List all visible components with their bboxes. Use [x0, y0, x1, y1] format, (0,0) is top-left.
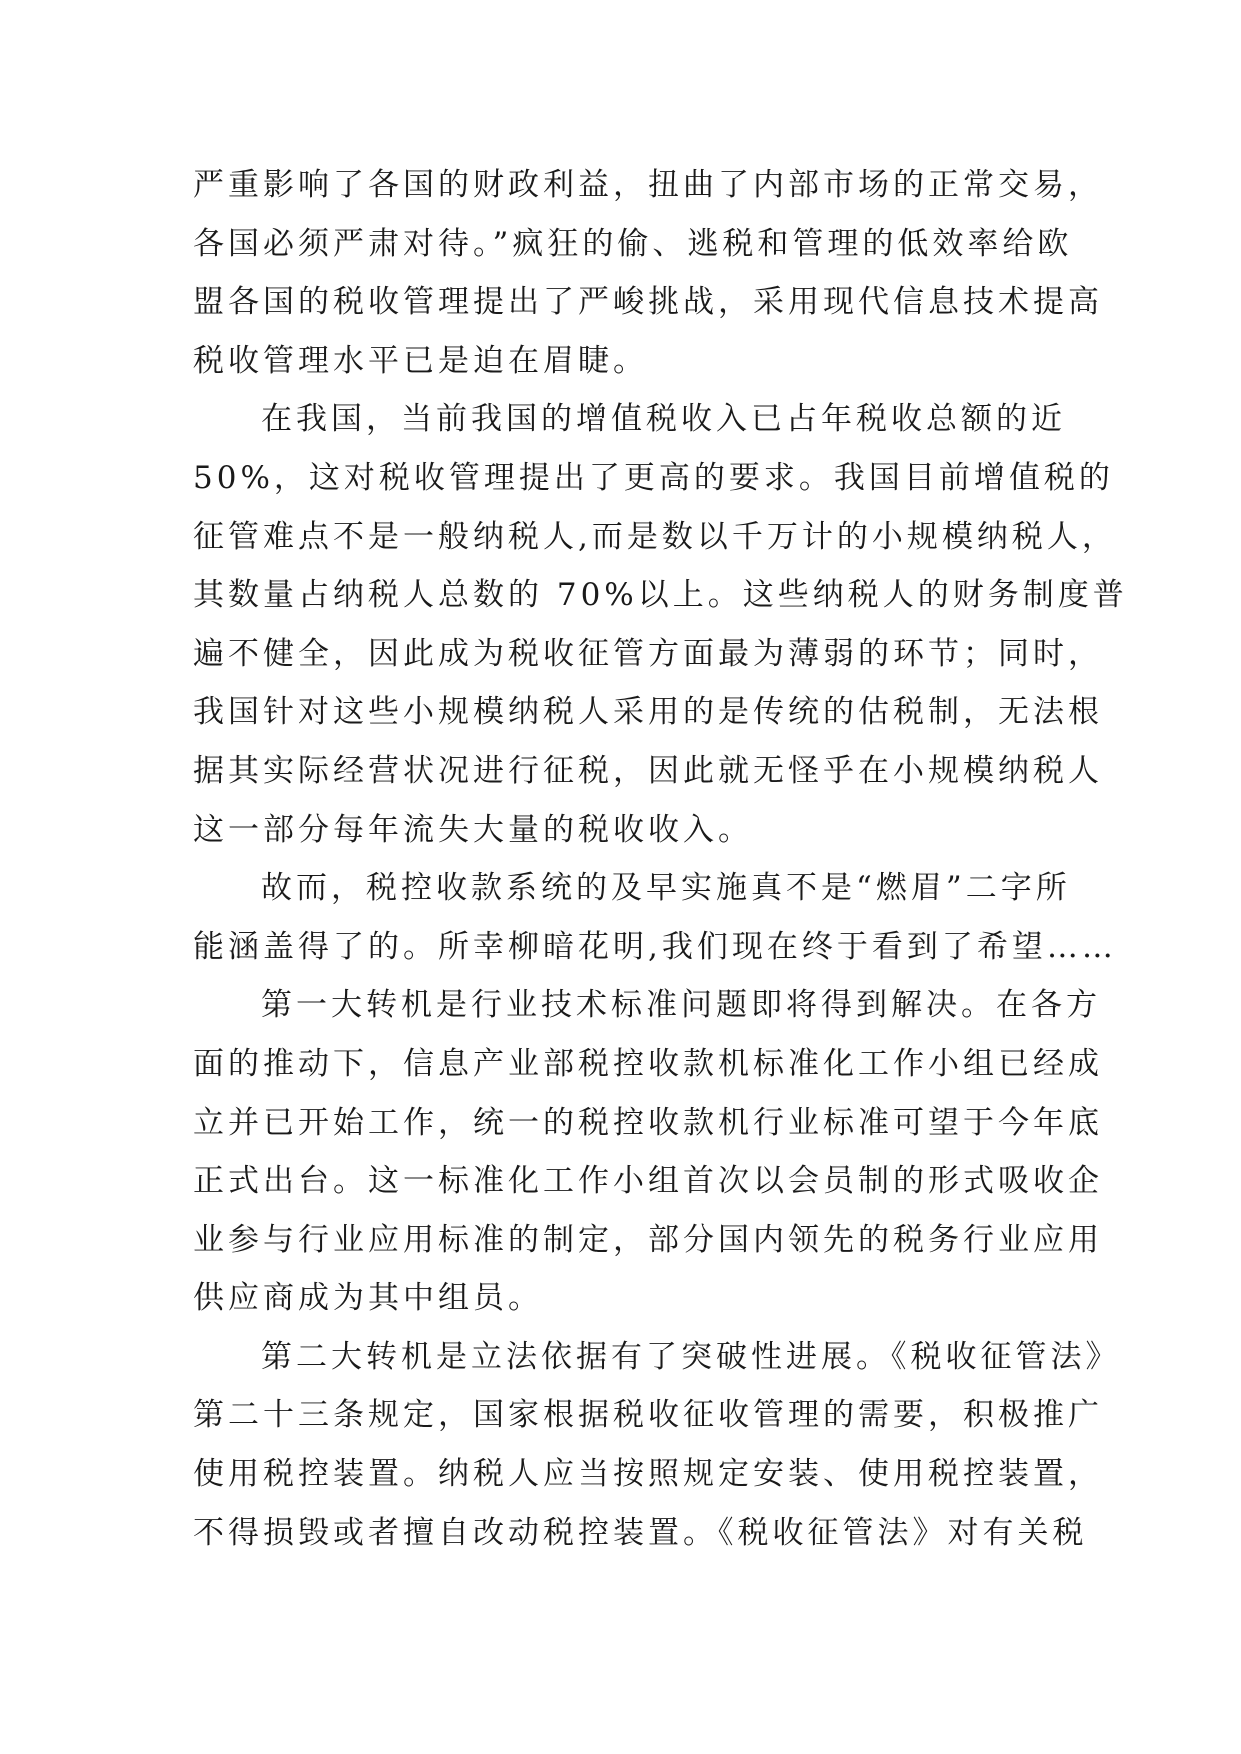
- text-line: 不得损毁或者擅自改动税控装置。《税收征管法》对有关税: [193, 1514, 1088, 1551]
- paragraph-first-line: 第一大转机是行业技术标准问题即将得到解决。在各方: [261, 987, 1101, 1024]
- text-line: 面的推动下，信息产业部税控收款机标准化工作小组已经成: [193, 1045, 1103, 1082]
- text-line: 使用税控装置。纳税人应当按照规定安装、使用税控装置，: [193, 1456, 1103, 1493]
- text-line: 据其实际经营状况进行征税，因此就无怪乎在小规模纳税人: [193, 752, 1103, 789]
- text-line: 税收管理水平已是迫在眉睫。: [193, 342, 648, 379]
- text-line: 立并已开始工作，统一的税控收款机行业标准可望于今年底: [193, 1104, 1103, 1141]
- text-line: 各国必须严肃对待。”疯狂的偷、逃税和管理的低效率给欧: [193, 225, 1073, 262]
- text-line: 盟各国的税收管理提出了严峻挑战，采用现代信息技术提高: [193, 284, 1103, 321]
- text-line: 我国针对这些小规模纳税人采用的是传统的估税制，无法根: [193, 694, 1103, 731]
- paragraph-first-line: 在我国，当前我国的增值税收入已占年税收总额的近: [261, 401, 1066, 438]
- text-line: 遍不健全，因此成为税收征管方面最为薄弱的环节；同时，: [193, 635, 1103, 672]
- paragraph-first-line: 第二大转机是立法依据有了突破性进展。《税收征管法》: [261, 1338, 1121, 1375]
- text-line: 能涵盖得了的。所幸柳暗花明,我们现在终于看到了希望……: [193, 928, 1117, 965]
- text-line: 第二十三条规定，国家根据税收征收管理的需要，积极推广: [193, 1397, 1103, 1434]
- text-line: 业参与行业应用标准的制定，部分国内领先的税务行业应用: [193, 1221, 1103, 1258]
- paragraph-first-line: 故而，税控收款系统的及早实施真不是“燃眉”二字所: [261, 870, 1071, 907]
- text-line: 50%，这对税收管理提出了更高的要求。我国目前增值税的: [193, 459, 1114, 496]
- text-line: 严重影响了各国的财政利益，扭曲了内部市场的正常交易，: [193, 167, 1103, 203]
- text-line: 其数量占纳税人总数的 70%以上。这些纳税人的财务制度普: [193, 577, 1128, 614]
- text-line: 征管难点不是一般纳税人,而是数以千万计的小规模纳税人，: [193, 518, 1117, 555]
- text-line: 这一部分每年流失大量的税收收入。: [193, 811, 753, 848]
- body-text: [193, 156, 1128, 1562]
- text-line: 正式出台。这一标准化工作小组首次以会员制的形式吸收企: [193, 1163, 1103, 1200]
- text-line: 供应商成为其中组员。: [193, 1280, 543, 1317]
